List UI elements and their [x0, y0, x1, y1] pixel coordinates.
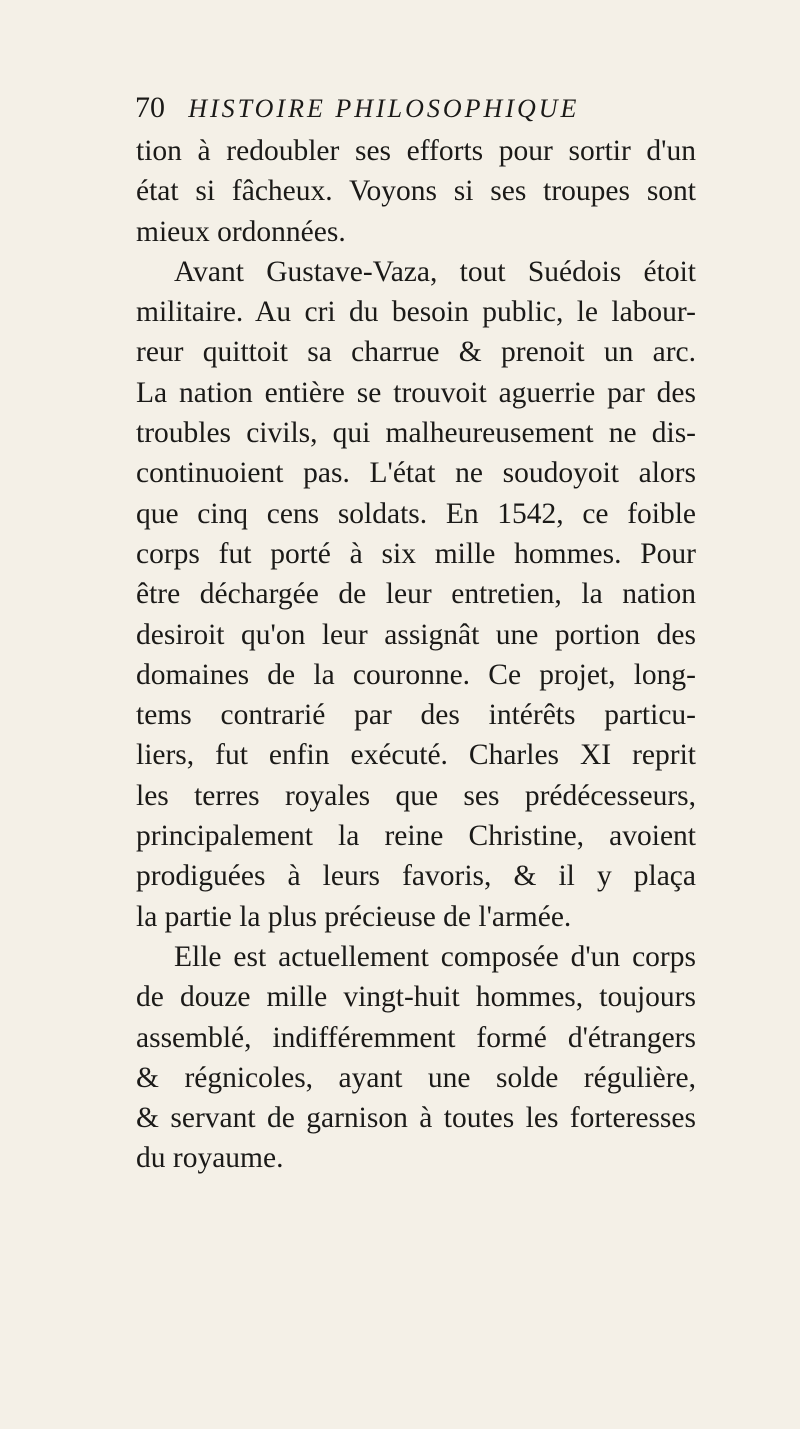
text-line: & régnicoles, ayant une solde régulière,	[136, 1061, 696, 1094]
text-line: état si fâcheux. Voyons si ses troupes sont	[136, 175, 696, 208]
text-line: tion à redoubler ses efforts pour sortir d'un	[136, 135, 696, 167]
text-line: La nation entière se trouvoit aguerrie par des	[136, 376, 696, 409]
page-number: 70	[135, 91, 165, 124]
body-text	[136, 131, 696, 1179]
text-line: corps fut porté à six mille hommes. Pour	[136, 537, 696, 570]
text-line: les terres royales que ses prédécesseurs,	[136, 779, 696, 812]
text-line: la partie la plus précieuse de l'armée.	[136, 900, 572, 933]
running-title: HISTOIRE PHILOSOPHIQUE	[188, 94, 580, 123]
text-line: domaines de la couronne. Ce projet, long-	[136, 658, 696, 691]
text-line: Elle est actuellement composée d'un corps	[174, 940, 696, 973]
text-line: reur quittoit sa charrue & prenoit un arc.	[136, 336, 696, 369]
text-line: mieux ordonnées.	[136, 215, 346, 248]
text-line: être déchargée de leur entretien, la nation	[136, 578, 696, 611]
page-header	[135, 92, 695, 124]
text-line: principalement la reine Christine, avoient	[136, 820, 696, 853]
text-line: tems contrarié par des intérêts particu-	[136, 699, 696, 732]
text-line: que cinq cens soldats. En 1542, ce foible	[136, 497, 696, 530]
text-line: liers, fut enfin exécuté. Charles XI reprit	[136, 739, 696, 772]
text-line: de douze mille vingt-huit hommes, toujours	[136, 981, 696, 1014]
text-line: troubles civils, qui malheureusement ne dis-	[136, 417, 696, 450]
text-line: du royaume.	[136, 1142, 284, 1175]
text-line: militaire. Au cri du besoin public, le labour-	[136, 296, 696, 329]
text-line: desiroit qu'on leur assignât une portion des	[136, 618, 696, 651]
text-line: assemblé, indifféremment formé d'étrangers	[136, 1021, 696, 1054]
text-line: Avant Gustave-Vaza, tout Suédois étoit	[174, 255, 696, 288]
text-line: prodiguées à leurs favoris, & il y plaça	[136, 860, 696, 893]
text-line: continuoient pas. L'état ne soudoyoit alors	[136, 457, 696, 490]
text-line: & servant de garnison à toutes les forteresses	[136, 1102, 696, 1135]
